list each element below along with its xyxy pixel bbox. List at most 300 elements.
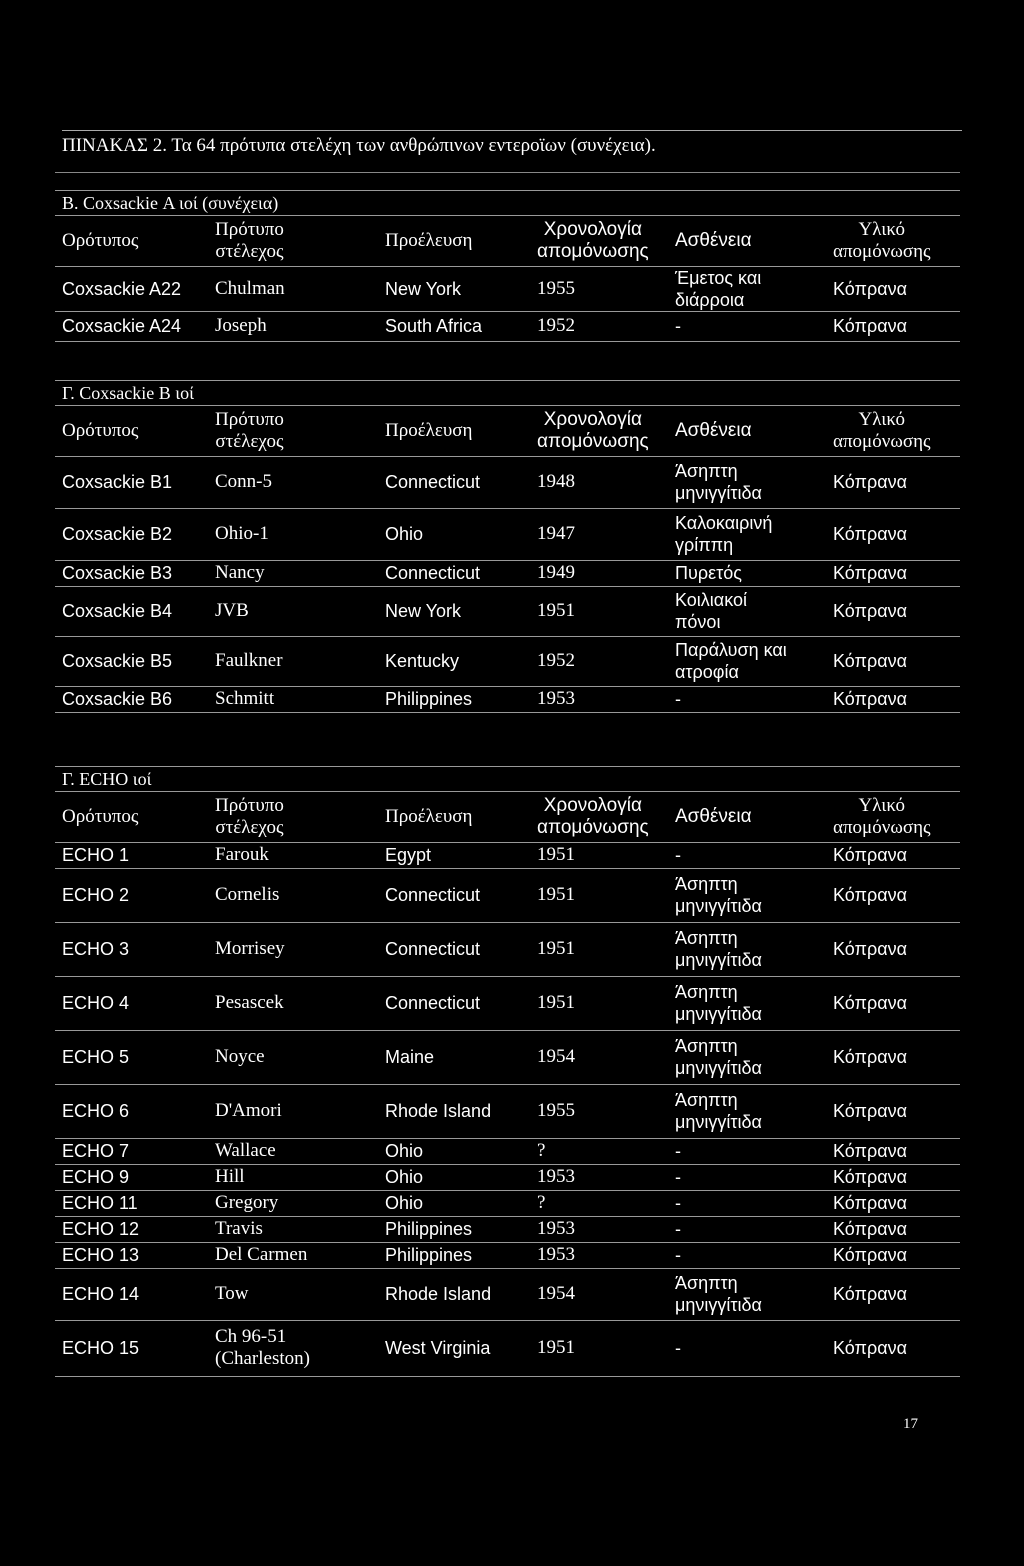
cell-text: West Virginia bbox=[385, 1338, 491, 1358]
disease-line: διάρροια bbox=[675, 289, 745, 310]
header-label bbox=[675, 806, 752, 828]
cell-text: Conn-5 bbox=[215, 471, 272, 492]
cell-year bbox=[530, 1084, 668, 1138]
cell-disease bbox=[668, 842, 826, 868]
disease-text bbox=[675, 1272, 762, 1316]
cell-serotype bbox=[55, 560, 208, 586]
cell-text: Coxsackie B5 bbox=[62, 651, 173, 671]
header-origin bbox=[378, 792, 530, 842]
cell-text: Κόπρανα bbox=[833, 1101, 908, 1121]
header-disease bbox=[668, 216, 826, 266]
cell-serotype bbox=[55, 1138, 208, 1164]
table-title: ΠΙΝΑΚΑΣ 2. Τα 64 πρότυπα στελέχη των ανθρώπινων εντεροϊων (συνέχεια). bbox=[62, 130, 962, 157]
cell-text: Ohio bbox=[385, 1141, 424, 1161]
disease-line: Άσηπτη bbox=[675, 1273, 738, 1293]
cell-strain bbox=[208, 456, 378, 508]
table-row bbox=[55, 1242, 960, 1268]
cell-text: Gregory bbox=[215, 1192, 279, 1213]
header-serotype bbox=[55, 216, 208, 266]
table-row bbox=[55, 560, 960, 586]
enterovirus-table bbox=[55, 216, 960, 342]
cell-text: Chulman bbox=[215, 277, 285, 299]
header-row bbox=[55, 406, 960, 456]
disease-line: μηνιγγίτιδα bbox=[675, 896, 762, 916]
cell-material bbox=[826, 1190, 960, 1216]
cell-year bbox=[530, 266, 668, 311]
cell-material bbox=[826, 456, 960, 508]
header-text: στέλεχος bbox=[215, 240, 284, 262]
cell-text: Ohio bbox=[385, 1193, 424, 1213]
cell-text: 1955 bbox=[537, 1100, 575, 1121]
cell-disease bbox=[668, 922, 826, 976]
cell-text: ECHO 9 bbox=[62, 1167, 130, 1187]
cell-serotype bbox=[55, 1320, 208, 1376]
cell-year bbox=[530, 686, 668, 712]
cell-serotype bbox=[55, 266, 208, 311]
header-label bbox=[215, 219, 284, 263]
disease-line: μηνιγγίτιδα bbox=[675, 1004, 762, 1024]
disease-text bbox=[675, 1035, 762, 1079]
cell-strain bbox=[208, 508, 378, 560]
cell-strain bbox=[208, 266, 378, 311]
disease-line: - bbox=[675, 1193, 681, 1213]
header-text: Ορότυπος bbox=[62, 419, 139, 441]
cell-disease bbox=[668, 976, 826, 1030]
cell-material bbox=[826, 1164, 960, 1190]
header-label bbox=[215, 795, 284, 839]
header-year bbox=[530, 216, 668, 266]
disease-line: μηνιγγίτιδα bbox=[675, 950, 762, 970]
cell-material bbox=[826, 1268, 960, 1320]
cell-text: ECHO 5 bbox=[62, 1047, 130, 1067]
cell-text: ECHO 3 bbox=[62, 939, 130, 959]
cell-disease bbox=[668, 560, 826, 586]
disease-text bbox=[675, 512, 772, 556]
cell-text: ECHO 13 bbox=[62, 1245, 140, 1265]
cell-text: ECHO 14 bbox=[62, 1284, 140, 1304]
cell-origin bbox=[378, 1190, 530, 1216]
disease-text bbox=[675, 460, 762, 504]
cell-text: Coxsackie A24 bbox=[62, 316, 182, 336]
header-text: Ορότυπος bbox=[62, 805, 139, 827]
cell-material bbox=[826, 266, 960, 311]
strain-line: (Charleston) bbox=[215, 1348, 310, 1369]
cell-material bbox=[826, 1084, 960, 1138]
cell-text: 1954 bbox=[537, 1283, 575, 1304]
cell-text: 1951 bbox=[537, 844, 575, 865]
cell-material bbox=[826, 976, 960, 1030]
disease-line: Παράλυση και bbox=[675, 640, 787, 660]
cell-serotype bbox=[55, 636, 208, 686]
cell-text: Κόπρανα bbox=[833, 939, 908, 959]
header-label bbox=[833, 409, 931, 453]
cell-text: Schmitt bbox=[215, 688, 275, 709]
cell-serotype bbox=[55, 976, 208, 1030]
cell-text: Connecticut bbox=[385, 563, 481, 583]
cell-text: 1953 bbox=[537, 1218, 575, 1239]
header-material bbox=[826, 216, 960, 266]
cell-strain bbox=[208, 1216, 378, 1242]
header-label bbox=[537, 219, 649, 263]
cell-year bbox=[530, 842, 668, 868]
title-underline bbox=[55, 172, 960, 173]
cell-serotype bbox=[55, 1030, 208, 1084]
header-text: Πρότυπο bbox=[215, 794, 284, 816]
disease-text bbox=[675, 1192, 681, 1214]
cell-text: Κόπρανα bbox=[833, 1284, 908, 1304]
header-material bbox=[826, 406, 960, 456]
disease-line: μηνιγγίτιδα bbox=[675, 1112, 762, 1132]
cell-disease bbox=[668, 686, 826, 712]
cell-text: Rhode Island bbox=[385, 1284, 492, 1304]
cell-disease bbox=[668, 1242, 826, 1268]
section-title: Γ. ECHO ιοί bbox=[55, 766, 960, 792]
header-text: Προέλευση bbox=[385, 229, 473, 251]
cell-strain bbox=[208, 1030, 378, 1084]
table-row bbox=[55, 1164, 960, 1190]
cell-origin bbox=[378, 508, 530, 560]
cell-disease bbox=[668, 266, 826, 311]
cell-year bbox=[530, 560, 668, 586]
cell-material bbox=[826, 922, 960, 976]
cell-text: Ohio bbox=[385, 524, 424, 544]
cell-text: Κόπρανα bbox=[833, 1047, 908, 1067]
cell-material bbox=[826, 1138, 960, 1164]
disease-line: - bbox=[675, 1167, 681, 1187]
cell-text: Κόπρανα bbox=[833, 601, 908, 621]
disease-text bbox=[675, 1244, 681, 1266]
cell-text: Nancy bbox=[215, 562, 265, 583]
cell-strain bbox=[208, 1164, 378, 1190]
cell-serotype bbox=[55, 1242, 208, 1268]
table-row bbox=[55, 922, 960, 976]
header-text: Προέλευση bbox=[385, 419, 473, 441]
header-text: Ορότυπος bbox=[62, 229, 139, 251]
cell-serotype bbox=[55, 456, 208, 508]
cell-origin bbox=[378, 842, 530, 868]
cell-year bbox=[530, 1190, 668, 1216]
strain-line: Ch 96-51 bbox=[215, 1326, 287, 1347]
cell-disease bbox=[668, 636, 826, 686]
cell-text: ECHO 2 bbox=[62, 885, 130, 905]
header-text: Προέλευση bbox=[385, 805, 473, 827]
cell-disease bbox=[668, 456, 826, 508]
header-origin bbox=[378, 216, 530, 266]
cell-year bbox=[530, 456, 668, 508]
cell-text: Coxsackie B2 bbox=[62, 524, 173, 544]
cell-text: Κόπρανα bbox=[833, 1141, 908, 1161]
cell-text: Philippines bbox=[385, 1245, 473, 1265]
cell-text: Coxsackie B3 bbox=[62, 563, 173, 583]
cell-text: Wallace bbox=[215, 1140, 276, 1161]
cell-text: 1951 bbox=[537, 938, 575, 959]
cell-disease bbox=[668, 1030, 826, 1084]
cell-text: New York bbox=[385, 601, 462, 621]
header-text: απομόνωσης bbox=[833, 816, 931, 838]
cell-text: 1949 bbox=[537, 562, 575, 583]
table-row bbox=[55, 1320, 960, 1376]
cell-year bbox=[530, 1216, 668, 1242]
disease-text bbox=[675, 1337, 681, 1359]
header-label bbox=[385, 230, 472, 252]
header-label bbox=[833, 219, 931, 263]
cell-year bbox=[530, 311, 668, 341]
cell-text: 1953 bbox=[537, 1166, 575, 1187]
disease-line: Άσηπτη bbox=[675, 982, 738, 1002]
cell-year bbox=[530, 922, 668, 976]
cell-material bbox=[826, 1030, 960, 1084]
cell-material bbox=[826, 1216, 960, 1242]
cell-strain bbox=[208, 311, 378, 341]
cell-text: Travis bbox=[215, 1218, 263, 1239]
cell-text: JVB bbox=[215, 600, 249, 621]
cell-text: Coxsackie B4 bbox=[62, 601, 173, 621]
cell-text: Cornelis bbox=[215, 884, 280, 905]
cell-serotype bbox=[55, 868, 208, 922]
cell-disease bbox=[668, 508, 826, 560]
disease-line: - bbox=[675, 1219, 681, 1239]
section-title: Β. Coxsackie Α ιοί (συνέχεια) bbox=[55, 190, 960, 216]
cell-material bbox=[826, 868, 960, 922]
cell-strain bbox=[208, 1190, 378, 1216]
cell-text: 1952 bbox=[537, 650, 575, 671]
disease-line: γρίππη bbox=[675, 535, 734, 555]
cell-text: Pesascek bbox=[215, 992, 284, 1013]
disease-text bbox=[675, 927, 762, 971]
cell-serotype bbox=[55, 1164, 208, 1190]
cell-strain bbox=[208, 1084, 378, 1138]
cell-text: Κόπρανα bbox=[833, 885, 908, 905]
cell-text: 1948 bbox=[537, 471, 575, 492]
header-text: Υλικό bbox=[858, 794, 906, 816]
disease-line: μηνιγγίτιδα bbox=[675, 1058, 762, 1078]
cell-serotype bbox=[55, 1216, 208, 1242]
disease-line: - bbox=[675, 689, 681, 709]
cell-strain bbox=[208, 586, 378, 636]
disease-line: Άσηπτη bbox=[675, 874, 738, 894]
cell-text: Κόπρανα bbox=[833, 316, 908, 336]
cell-year bbox=[530, 976, 668, 1030]
cell-text: Hill bbox=[215, 1166, 245, 1187]
cell-text: Coxsackie B6 bbox=[62, 689, 173, 709]
cell-text: Philippines bbox=[385, 689, 473, 709]
cell-text: ECHO 7 bbox=[62, 1141, 130, 1161]
header-text: Υλικό bbox=[858, 218, 906, 240]
disease-text bbox=[675, 267, 761, 311]
header-label bbox=[675, 420, 752, 442]
disease-text bbox=[675, 1218, 681, 1240]
cell-origin bbox=[378, 1216, 530, 1242]
header-label bbox=[385, 806, 472, 828]
header-text: Πρότυπο bbox=[215, 218, 284, 240]
cell-text: Connecticut bbox=[385, 993, 481, 1013]
cell-material bbox=[826, 1320, 960, 1376]
header-disease bbox=[668, 406, 826, 456]
cell-serotype bbox=[55, 1084, 208, 1138]
cell-strain bbox=[208, 1268, 378, 1320]
cell-text: Κόπρανα bbox=[833, 524, 908, 544]
cell-origin bbox=[378, 586, 530, 636]
disease-line: πόνοι bbox=[675, 612, 721, 632]
header-text: απομόνωσης bbox=[833, 240, 931, 262]
header-text: απομόνωσης bbox=[537, 816, 649, 838]
cell-text: Κόπρανα bbox=[833, 1338, 908, 1358]
table-row bbox=[55, 686, 960, 712]
disease-line: Άσηπτη bbox=[675, 1036, 738, 1056]
cell-disease bbox=[668, 1138, 826, 1164]
cell-material bbox=[826, 842, 960, 868]
disease-text bbox=[675, 1089, 762, 1133]
cell-text: Kentucky bbox=[385, 651, 460, 671]
cell-text: ? bbox=[537, 1140, 546, 1161]
disease-text bbox=[675, 981, 762, 1025]
table-row bbox=[55, 586, 960, 636]
header-serotype bbox=[55, 406, 208, 456]
cell-strain bbox=[208, 976, 378, 1030]
header-origin bbox=[378, 406, 530, 456]
cell-serotype bbox=[55, 1268, 208, 1320]
table-row bbox=[55, 636, 960, 686]
cell-year bbox=[530, 1164, 668, 1190]
cell-strain bbox=[208, 1138, 378, 1164]
cell-year bbox=[530, 1320, 668, 1376]
cell-text: Faulkner bbox=[215, 650, 283, 671]
cell-origin bbox=[378, 1268, 530, 1320]
cell-disease bbox=[668, 1268, 826, 1320]
header-year bbox=[530, 792, 668, 842]
cell-strain bbox=[208, 560, 378, 586]
cell-material bbox=[826, 560, 960, 586]
cell-text: Connecticut bbox=[385, 885, 481, 905]
disease-line: - bbox=[675, 316, 681, 336]
cell-text: 1951 bbox=[537, 884, 575, 905]
disease-line: - bbox=[675, 1141, 681, 1161]
cell-origin bbox=[378, 636, 530, 686]
header-text: Ασθένεια bbox=[675, 419, 752, 441]
cell-text: ECHO 6 bbox=[62, 1101, 130, 1121]
disease-line: Έμετος και bbox=[675, 267, 762, 288]
cell-text: Ohio bbox=[385, 1167, 424, 1187]
disease-text bbox=[675, 688, 681, 710]
cell-origin bbox=[378, 1030, 530, 1084]
section-title: Γ. Coxsackie Β ιοί bbox=[55, 380, 960, 406]
cell-text: ECHO 11 bbox=[62, 1193, 138, 1213]
disease-text bbox=[675, 844, 681, 866]
header-text: Χρονολογία bbox=[543, 794, 642, 816]
header-label bbox=[537, 409, 649, 453]
header-text: απομόνωσης bbox=[537, 240, 649, 262]
header-text: Ασθένεια bbox=[675, 229, 752, 251]
header-text: Χρονολογία bbox=[543, 218, 642, 240]
cell-year bbox=[530, 1030, 668, 1084]
cell-origin bbox=[378, 266, 530, 311]
cell-serotype bbox=[55, 922, 208, 976]
header-text: Υλικό bbox=[858, 408, 906, 430]
cell-text: 1952 bbox=[537, 315, 575, 336]
cell-origin bbox=[378, 1320, 530, 1376]
disease-line: ατροφία bbox=[675, 662, 739, 682]
cell-text: Κόπρανα bbox=[833, 1193, 908, 1213]
cell-serotype bbox=[55, 311, 208, 341]
header-serotype bbox=[55, 792, 208, 842]
header-text: Χρονολογία bbox=[543, 408, 642, 430]
disease-line: Άσηπτη bbox=[675, 1090, 738, 1110]
section-coxsackie-b bbox=[55, 380, 960, 713]
table-row bbox=[55, 1138, 960, 1164]
cell-text: South Africa bbox=[385, 316, 483, 336]
header-prototype bbox=[208, 792, 378, 842]
header-label bbox=[833, 795, 931, 839]
cell-year bbox=[530, 508, 668, 560]
header-label bbox=[62, 420, 138, 442]
header-year bbox=[530, 406, 668, 456]
header-prototype bbox=[208, 406, 378, 456]
cell-year bbox=[530, 1268, 668, 1320]
cell-origin bbox=[378, 456, 530, 508]
header-row bbox=[55, 216, 960, 266]
cell-text: Connecticut bbox=[385, 472, 481, 492]
disease-line: Άσηπτη bbox=[675, 928, 738, 948]
cell-text: 1953 bbox=[537, 1244, 575, 1265]
cell-material bbox=[826, 636, 960, 686]
header-prototype bbox=[208, 216, 378, 266]
disease-line: - bbox=[675, 845, 681, 865]
cell-text: Κόπρανα bbox=[833, 1219, 908, 1239]
disease-line: Πυρετός bbox=[675, 563, 742, 583]
disease-line: μηνιγγίτιδα bbox=[675, 483, 762, 503]
cell-text: Coxsackie B1 bbox=[62, 472, 173, 492]
cell-text: Ohio-1 bbox=[215, 523, 269, 544]
header-text: απομόνωσης bbox=[833, 430, 931, 452]
cell-origin bbox=[378, 922, 530, 976]
cell-year bbox=[530, 1138, 668, 1164]
cell-disease bbox=[668, 1084, 826, 1138]
table-row bbox=[55, 868, 960, 922]
cell-strain bbox=[208, 842, 378, 868]
cell-year bbox=[530, 1242, 668, 1268]
cell-text: ECHO 15 bbox=[62, 1338, 140, 1358]
cell-text: 1953 bbox=[537, 688, 575, 709]
cell-text: 1951 bbox=[537, 600, 575, 621]
header-text: Ασθένεια bbox=[675, 805, 752, 827]
disease-line: - bbox=[675, 1245, 681, 1265]
cell-origin bbox=[378, 311, 530, 341]
cell-material bbox=[826, 508, 960, 560]
cell-disease bbox=[668, 1190, 826, 1216]
header-label bbox=[675, 230, 752, 252]
cell-origin bbox=[378, 868, 530, 922]
cell-text: Κόπρανα bbox=[833, 563, 908, 583]
cell-strain bbox=[208, 922, 378, 976]
header-row bbox=[55, 792, 960, 842]
cell-strain bbox=[208, 1242, 378, 1268]
header-text: στέλεχος bbox=[215, 816, 284, 838]
cell-strain bbox=[208, 868, 378, 922]
disease-text bbox=[675, 873, 762, 917]
cell-serotype bbox=[55, 686, 208, 712]
cell-text: Joseph bbox=[215, 315, 267, 336]
cell-disease bbox=[668, 1216, 826, 1242]
disease-text bbox=[675, 1166, 681, 1188]
cell-origin bbox=[378, 1084, 530, 1138]
cell-text: Κόπρανα bbox=[833, 993, 908, 1013]
header-disease bbox=[668, 792, 826, 842]
header-text: στέλεχος bbox=[215, 430, 284, 452]
cell-text: 1954 bbox=[537, 1046, 575, 1067]
cell-text: 1951 bbox=[537, 1337, 575, 1358]
cell-strain-text bbox=[215, 1326, 310, 1370]
table-row bbox=[55, 1030, 960, 1084]
